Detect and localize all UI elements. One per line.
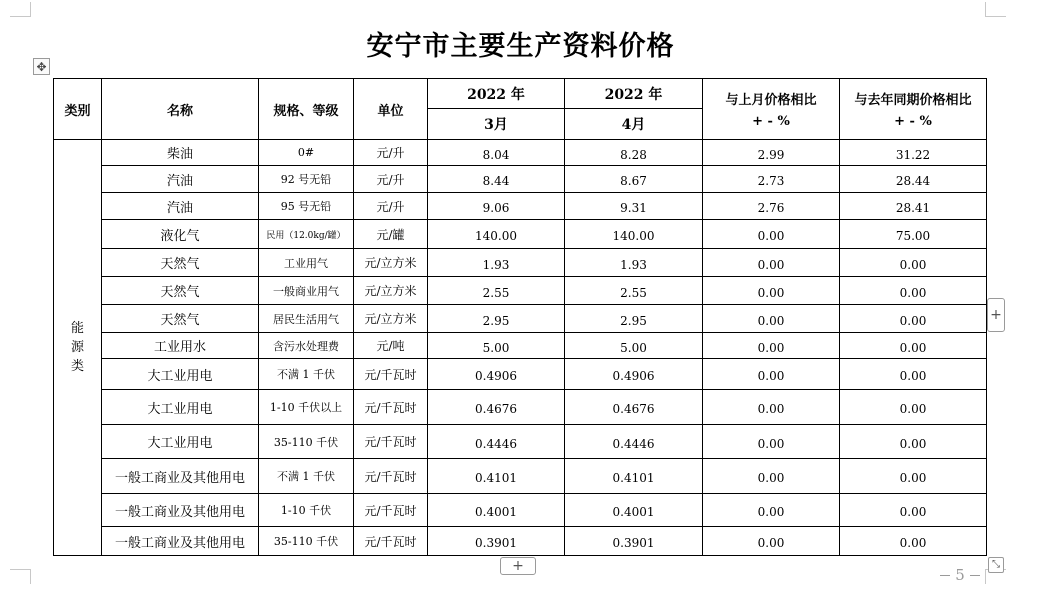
price-april: 5.00: [565, 333, 703, 359]
category-label: 能源类: [70, 321, 84, 374]
change-yoy: 0.00: [840, 359, 987, 390]
header-col1-year: 2022 年: [428, 79, 565, 109]
item-unit: 元/千瓦时: [354, 390, 428, 425]
change-yoy: 75.00: [840, 220, 987, 249]
item-unit: 元/千瓦时: [354, 459, 428, 494]
item-unit: 元/立方米: [354, 305, 428, 333]
item-unit: 元/立方米: [354, 277, 428, 305]
change-yoy: 0.00: [840, 459, 987, 494]
header-spec: 规格、等级: [259, 79, 354, 140]
price-april: 8.28: [565, 140, 703, 166]
header-col2-year: 2022 年: [565, 79, 703, 109]
item-unit: 元/升: [354, 166, 428, 193]
header-unit: 单位: [354, 79, 428, 140]
header-category: 类别: [54, 79, 102, 140]
price-march: 1.93: [428, 249, 565, 277]
price-march: 5.00: [428, 333, 565, 359]
price-table: [53, 78, 987, 556]
item-spec: 居民生活用气: [259, 305, 354, 333]
table-row: [54, 166, 987, 193]
page-title: 安宁市主要生产资料价格: [366, 31, 675, 62]
item-unit: 元/千瓦时: [354, 527, 428, 556]
change-yoy: 0.00: [840, 527, 987, 556]
price-march: 0.4001: [428, 494, 565, 527]
price-march: 140.00: [428, 220, 565, 249]
header-col2-month: 4月: [565, 109, 703, 140]
page-corner-mark: [10, 569, 31, 584]
price-march: 8.44: [428, 166, 565, 193]
change-mom: 0.00: [703, 333, 840, 359]
price-march: 2.95: [428, 305, 565, 333]
price-april: 0.4676: [565, 390, 703, 425]
item-spec: 95 号无铅: [259, 193, 354, 220]
price-april: 0.4906: [565, 359, 703, 390]
price-april: 9.31: [565, 193, 703, 220]
change-yoy: 28.41: [840, 193, 987, 220]
table-row: [54, 527, 987, 556]
item-spec: 35-110 千伏: [259, 425, 354, 459]
change-mom: 0.00: [703, 277, 840, 305]
add-row-button[interactable]: +: [500, 557, 536, 575]
table-row: [54, 140, 987, 166]
table-row: [54, 459, 987, 494]
add-column-button[interactable]: +: [987, 298, 1005, 332]
change-yoy: 0.00: [840, 425, 987, 459]
change-mom: 0.00: [703, 494, 840, 527]
item-spec: 含污水处理费: [259, 333, 354, 359]
change-mom: 0.00: [703, 305, 840, 333]
header-yoy-label: 与去年同期价格相比: [854, 93, 972, 108]
change-mom: 0.00: [703, 527, 840, 556]
table-row: [54, 425, 987, 459]
price-april: 0.3901: [565, 527, 703, 556]
change-mom: 2.73: [703, 166, 840, 193]
price-march: 9.06: [428, 193, 565, 220]
table-move-icon[interactable]: ✥: [33, 58, 50, 75]
change-mom: 0.00: [703, 249, 840, 277]
category-cell: [54, 140, 102, 556]
item-spec: 工业用气: [259, 249, 354, 277]
table-row: [54, 220, 987, 249]
price-march: 0.4101: [428, 459, 565, 494]
item-name: 大工业用电: [102, 425, 259, 459]
change-yoy: 31.22: [840, 140, 987, 166]
price-april: 0.4101: [565, 459, 703, 494]
item-spec: 92 号无铅: [259, 166, 354, 193]
item-name: 天然气: [102, 305, 259, 333]
page-corner-mark: [985, 2, 1006, 17]
price-march: 0.4906: [428, 359, 565, 390]
table-row: [54, 494, 987, 527]
change-yoy: 0.00: [840, 494, 987, 527]
item-name: 液化气: [102, 220, 259, 249]
price-march: 0.3901: [428, 527, 565, 556]
item-spec: 一般商业用气: [259, 277, 354, 305]
page-number: 5: [940, 566, 980, 584]
item-name: 汽油: [102, 193, 259, 220]
table-row: [54, 359, 987, 390]
price-april: 8.67: [565, 166, 703, 193]
price-march: 2.55: [428, 277, 565, 305]
item-unit: 元/罐: [354, 220, 428, 249]
item-name: 工业用水: [102, 333, 259, 359]
table-row: [54, 333, 987, 359]
header-mom-label: 与上月价格相比: [725, 93, 817, 108]
change-yoy: 0.00: [840, 305, 987, 333]
header-yoy: [840, 79, 987, 140]
price-march: 8.04: [428, 140, 565, 166]
change-mom: 0.00: [703, 220, 840, 249]
price-april: 1.93: [565, 249, 703, 277]
change-mom: 0.00: [703, 359, 840, 390]
table-row: [54, 305, 987, 333]
item-spec: 1-10 千伏: [259, 494, 354, 527]
header-yoy-unit: + - %: [894, 114, 932, 129]
item-name: 一般工商业及其他用电: [102, 527, 259, 556]
price-april: 140.00: [565, 220, 703, 249]
item-unit: 元/立方米: [354, 249, 428, 277]
item-unit: 元/升: [354, 140, 428, 166]
header-col1-month: 3月: [428, 109, 565, 140]
price-march: 0.4446: [428, 425, 565, 459]
change-yoy: 28.44: [840, 166, 987, 193]
item-name: 汽油: [102, 166, 259, 193]
price-april: 0.4446: [565, 425, 703, 459]
table-row: [54, 390, 987, 425]
item-spec: 0#: [259, 140, 354, 166]
price-march: 0.4676: [428, 390, 565, 425]
item-unit: 元/千瓦时: [354, 359, 428, 390]
item-name: 柴油: [102, 140, 259, 166]
change-mom: 0.00: [703, 459, 840, 494]
item-spec: 不满 1 千伏: [259, 459, 354, 494]
item-unit: 元/千瓦时: [354, 494, 428, 527]
price-april: 2.55: [565, 277, 703, 305]
change-mom: 0.00: [703, 390, 840, 425]
item-spec: 35-110 千伏: [259, 527, 354, 556]
item-spec: 民用（12.0kg/罐）: [259, 220, 354, 249]
item-unit: 元/升: [354, 193, 428, 220]
header-name: 名称: [102, 79, 259, 140]
item-name: 大工业用电: [102, 359, 259, 390]
table-row: [54, 249, 987, 277]
item-name: 天然气: [102, 249, 259, 277]
change-mom: 2.99: [703, 140, 840, 166]
item-unit: 元/吨: [354, 333, 428, 359]
change-mom: 0.00: [703, 425, 840, 459]
header-mom: [703, 79, 840, 140]
page-corner-mark: [10, 2, 31, 17]
item-spec: 不满 1 千伏: [259, 359, 354, 390]
item-name: 一般工商业及其他用电: [102, 459, 259, 494]
change-mom: 2.76: [703, 193, 840, 220]
change-yoy: 0.00: [840, 249, 987, 277]
change-yoy: 0.00: [840, 333, 987, 359]
change-yoy: 0.00: [840, 277, 987, 305]
item-spec: 1-10 千伏以上: [259, 390, 354, 425]
price-april: 2.95: [565, 305, 703, 333]
price-april: 0.4001: [565, 494, 703, 527]
item-name: 大工业用电: [102, 390, 259, 425]
table-row: [54, 193, 987, 220]
table-row: [54, 277, 987, 305]
table-resize-icon[interactable]: ⤡: [988, 557, 1004, 573]
item-unit: 元/千瓦时: [354, 425, 428, 459]
header-mom-unit: + - %: [752, 114, 790, 129]
item-name: 一般工商业及其他用电: [102, 494, 259, 527]
item-name: 天然气: [102, 277, 259, 305]
change-yoy: 0.00: [840, 390, 987, 425]
header-row: [54, 79, 987, 109]
